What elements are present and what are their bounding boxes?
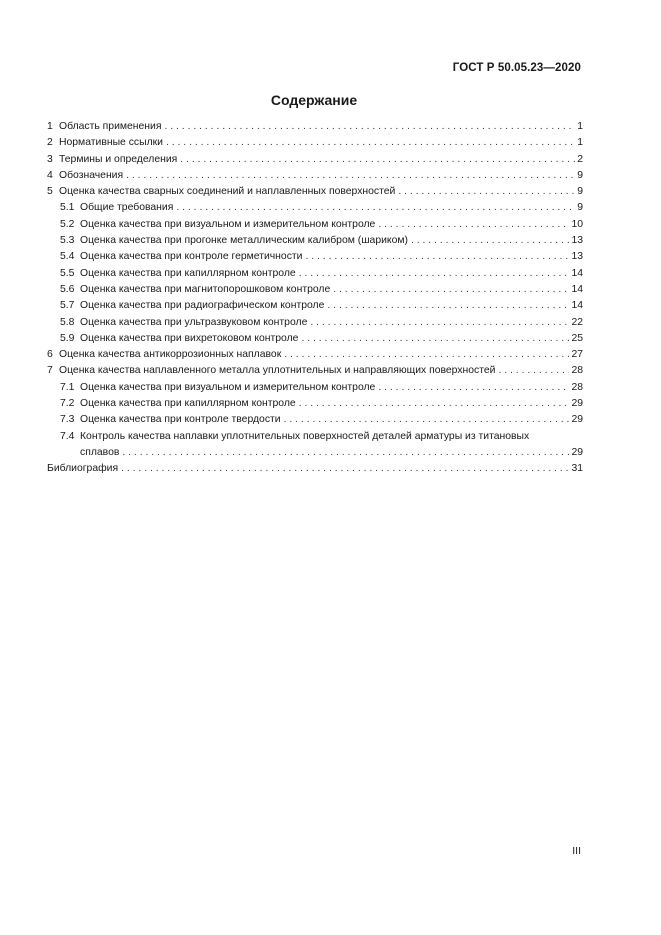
toc-entry-number: 5.5 bbox=[60, 267, 75, 279]
toc-entry-page: 14 bbox=[571, 300, 583, 312]
toc-entry-title: Оценка качества при контроле твердости bbox=[80, 414, 281, 426]
toc-entry-page: 31 bbox=[571, 463, 583, 475]
toc-entry-title: Оценка качества при визуальном и измерительном контроле bbox=[80, 381, 376, 393]
toc-entry-title: Оценка качества наплавленного металла уплотнительных и направляющих поверхностей bbox=[59, 365, 496, 377]
toc-entry-number: 5.3 bbox=[60, 235, 75, 247]
dot-leader bbox=[498, 363, 569, 379]
dot-leader bbox=[284, 412, 570, 428]
toc-entry-number: 5.1 bbox=[60, 202, 75, 214]
dot-leader bbox=[122, 445, 569, 461]
dot-leader bbox=[299, 266, 570, 282]
toc-entry-page: 22 bbox=[571, 316, 583, 328]
toc-entry-page: 28 bbox=[571, 381, 583, 393]
toc-entry-number: 5.2 bbox=[60, 218, 75, 230]
toc-entry[interactable] bbox=[47, 135, 583, 151]
dot-leader bbox=[327, 298, 569, 314]
toc-entry[interactable] bbox=[47, 168, 583, 184]
toc-entry-number: 5.7 bbox=[60, 300, 75, 312]
toc-entry-title: Оценка качества при вихретоковом контроле bbox=[80, 332, 299, 344]
dot-leader bbox=[176, 200, 575, 216]
toc-entry-page: 14 bbox=[571, 267, 583, 279]
toc-entry[interactable] bbox=[47, 249, 583, 265]
toc-entry[interactable] bbox=[47, 184, 583, 200]
toc-entry-title: Оценка качества антикоррозионных наплавок bbox=[59, 349, 282, 361]
toc-entry-title: Оценка качества при контроле герметичности bbox=[80, 251, 303, 263]
toc-entry[interactable] bbox=[47, 200, 583, 216]
toc-entry[interactable] bbox=[47, 119, 583, 135]
toc-entry-title: Оценка качества при визуальном и измерительном контроле bbox=[80, 218, 376, 230]
dot-leader bbox=[166, 135, 575, 151]
toc-entry[interactable] bbox=[47, 363, 583, 379]
toc-entry-title: Оценка качества при капиллярном контроле bbox=[80, 267, 296, 279]
dot-leader bbox=[378, 380, 569, 396]
toc-entry-page: 9 bbox=[577, 202, 583, 214]
dot-leader bbox=[284, 347, 569, 363]
toc-entry-title: Оценка качества сварных соединений и наплавленных поверхностей bbox=[59, 186, 396, 198]
dot-leader bbox=[378, 217, 569, 233]
table-of-contents bbox=[47, 119, 583, 478]
toc-entry-title: Оценка качества при прогонке металлическим калибром (шариком) bbox=[80, 235, 408, 247]
document-code: ГОСТ Р 50.05.23—2020 bbox=[452, 62, 581, 74]
toc-entry-title: Оценка качества при радиографическом контроле bbox=[80, 300, 325, 312]
toc-entry-number: 5.6 bbox=[60, 283, 75, 295]
toc-entry-number: 5.8 bbox=[60, 316, 75, 328]
dot-leader bbox=[310, 315, 569, 331]
toc-entry-number: 5 bbox=[47, 186, 53, 198]
toc-entry[interactable] bbox=[47, 315, 583, 331]
toc-entry-number: 1 bbox=[47, 121, 53, 132]
dot-leader bbox=[411, 233, 569, 249]
toc-entry-page: 1 bbox=[577, 121, 583, 132]
dot-leader bbox=[301, 331, 569, 347]
page-folio: III bbox=[572, 845, 581, 857]
toc-entry[interactable] bbox=[47, 347, 583, 363]
toc-entry-title: Библиография bbox=[47, 463, 119, 475]
toc-entry[interactable] bbox=[47, 217, 583, 233]
dot-leader bbox=[164, 119, 575, 135]
dot-leader bbox=[180, 152, 575, 168]
toc-entry-page: 25 bbox=[571, 332, 583, 344]
toc-entry-number: 2 bbox=[47, 137, 53, 149]
toc-entry-title: Общие требования bbox=[80, 202, 174, 214]
toc-entry-page: 13 bbox=[571, 251, 583, 263]
toc-entry-number: 7.4 bbox=[60, 430, 75, 442]
toc-entry-number: 5.9 bbox=[60, 332, 75, 344]
toc-entry-page: 14 bbox=[571, 283, 583, 295]
toc-entry-page: 9 bbox=[577, 169, 583, 181]
toc-entry-page: 2 bbox=[577, 153, 583, 165]
toc-entry-number: 7.2 bbox=[60, 398, 75, 410]
dot-leader bbox=[398, 184, 575, 200]
toc-entry-number: 7.1 bbox=[60, 381, 75, 393]
toc-entry-number: 7 bbox=[47, 365, 53, 377]
dot-leader bbox=[121, 461, 569, 477]
dot-leader bbox=[305, 249, 569, 265]
toc-entry-bibliography[interactable] bbox=[47, 461, 583, 477]
toc-entry-title: Оценка качества при магнитопорошковом контроле bbox=[80, 283, 331, 295]
toc-entry[interactable] bbox=[47, 282, 583, 298]
toc-entry[interactable] bbox=[47, 396, 583, 412]
toc-entry[interactable] bbox=[47, 152, 583, 168]
toc-entry[interactable] bbox=[47, 233, 583, 249]
toc-entry-title: Обозначения bbox=[59, 169, 124, 181]
toc-entry-number: 3 bbox=[47, 153, 53, 165]
toc-entry-page: 27 bbox=[571, 349, 583, 361]
toc-title: Содержание bbox=[270, 92, 358, 108]
toc-entry[interactable] bbox=[47, 298, 583, 314]
toc-entry[interactable] bbox=[47, 412, 583, 428]
toc-entry-page: 10 bbox=[571, 218, 583, 230]
dot-leader bbox=[333, 282, 569, 298]
toc-entry-title: Термины и определения bbox=[59, 153, 178, 165]
toc-entry-page: 13 bbox=[571, 235, 583, 247]
toc-entry-page: 1 bbox=[577, 137, 583, 149]
dot-leader bbox=[126, 168, 575, 184]
toc-entry[interactable] bbox=[47, 266, 583, 282]
toc-entry-number: 6 bbox=[47, 349, 53, 361]
toc-entry-page: 29 bbox=[571, 414, 583, 426]
toc-entry[interactable] bbox=[47, 331, 583, 347]
toc-entry-title: Оценка качества при капиллярном контроле bbox=[80, 398, 296, 410]
toc-entry-number: 5.4 bbox=[60, 251, 75, 263]
toc-entry-page: 29 bbox=[571, 398, 583, 410]
toc-entry-number: 7.3 bbox=[60, 414, 75, 426]
toc-entry-page: 29 bbox=[571, 446, 583, 458]
toc-entry-page: 28 bbox=[571, 365, 583, 377]
toc-entry-title: Область применения bbox=[59, 121, 162, 132]
toc-entry-title: Контроль качества наплавки уплотнительных поверхностей деталей арматуры из титановых bbox=[80, 430, 530, 442]
toc-entry-continuation[interactable] bbox=[47, 445, 583, 461]
toc-entry-title: Нормативные ссылки bbox=[59, 137, 163, 149]
toc-entry[interactable] bbox=[47, 380, 583, 396]
toc-entry[interactable] bbox=[47, 429, 583, 445]
dot-leader bbox=[299, 396, 570, 412]
toc-entry-number: 4 bbox=[47, 169, 53, 181]
toc-entry-page: 9 bbox=[577, 186, 583, 198]
toc-entry-title: Оценка качества при ультразвуковом контроле bbox=[80, 316, 308, 328]
toc-entry-title-continued: сплавов bbox=[80, 446, 120, 458]
